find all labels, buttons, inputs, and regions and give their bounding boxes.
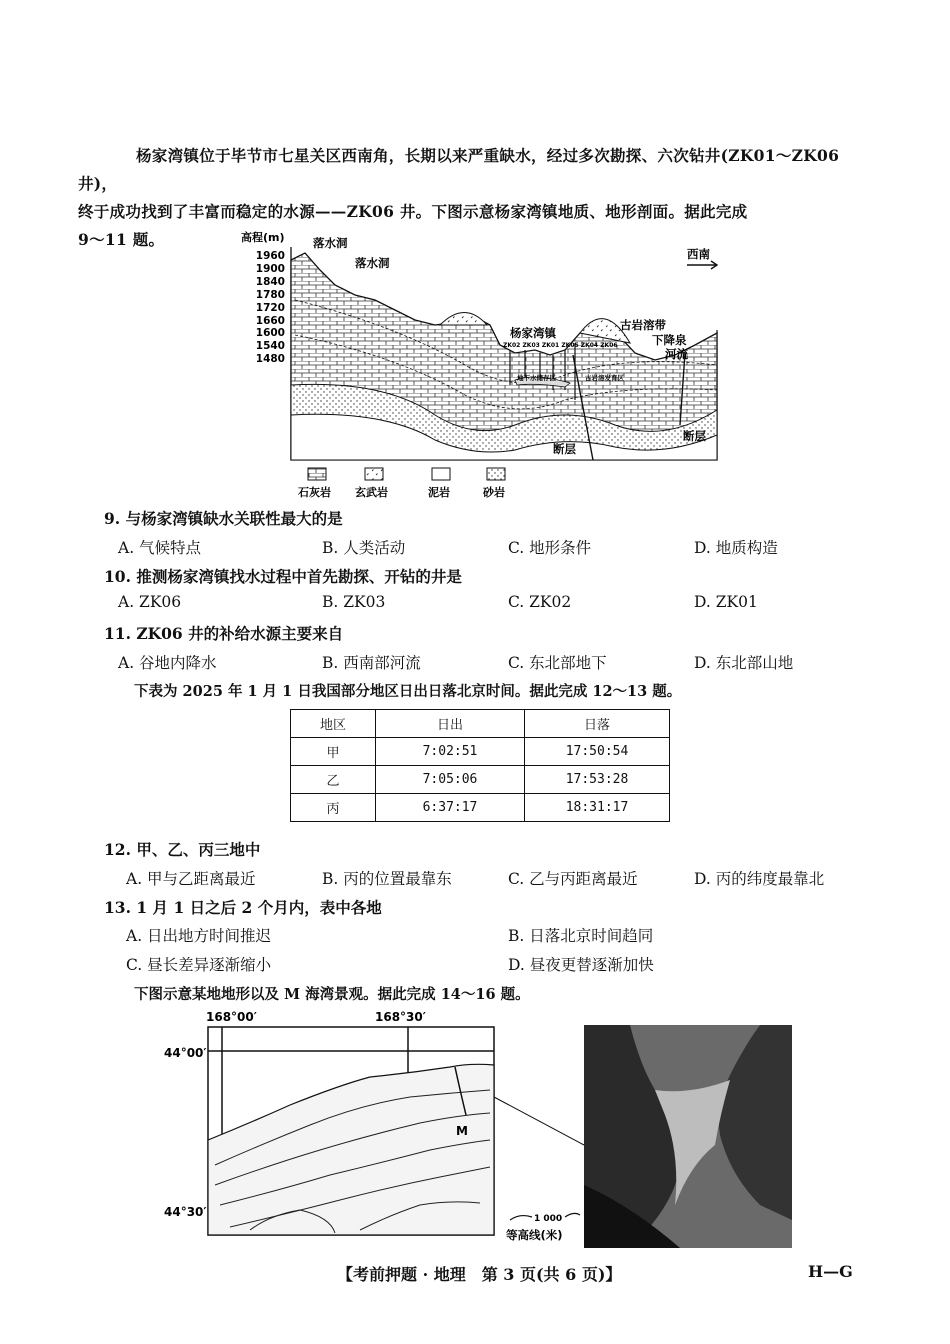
q10-option-c[interactable]: C. ZK02 bbox=[508, 593, 572, 611]
profile-yticks bbox=[256, 250, 285, 365]
table-header-sunset: 日落 bbox=[525, 710, 670, 738]
table-cell: 乙 bbox=[291, 766, 376, 794]
legend-limestone-icon bbox=[308, 468, 326, 480]
question-11-stem: 11. ZK06 井的补给水源主要来自 bbox=[104, 624, 344, 643]
lat-label-2: 44°30′ bbox=[164, 1205, 207, 1219]
q12-option-a[interactable]: A. 甲与乙距离最近 bbox=[126, 870, 256, 888]
legend-label: 玄武岩 bbox=[355, 486, 388, 499]
q11-option-d[interactable]: D. 东北部山地 bbox=[694, 654, 794, 672]
contour-legend-label: 等高线(米) bbox=[506, 1228, 563, 1242]
legend-label: 砂岩 bbox=[483, 486, 505, 499]
table-cell: 18:31:17 bbox=[525, 794, 670, 822]
q9-option-b[interactable]: B. 人类活动 bbox=[322, 539, 406, 557]
q11-option-c[interactable]: C. 东北部地下 bbox=[508, 654, 607, 672]
profile-legend bbox=[298, 468, 505, 499]
table-lead-text: 下表为 2025 年 1 月 1 日我国部分地区日出日落北京时间。据此完成 12～13 题。 bbox=[134, 683, 682, 700]
river-label: 河流 bbox=[665, 347, 688, 361]
table-cell: 丙 bbox=[291, 794, 376, 822]
table-cell: 甲 bbox=[291, 738, 376, 766]
question-13-stem: 13. 1 月 1 日之后 2 个月内，表中各地 bbox=[104, 898, 382, 917]
geologic-profile-figure bbox=[235, 225, 735, 505]
q13-option-b[interactable]: B. 日落北京时间趋同 bbox=[508, 927, 654, 945]
q13-option-d[interactable]: D. 昼夜更替逐渐加快 bbox=[508, 956, 654, 974]
q12-option-c[interactable]: C. 乙与丙距离最近 bbox=[508, 870, 638, 888]
spring-label: 下降泉 bbox=[652, 333, 687, 347]
fault-label-1: 断层 bbox=[553, 442, 576, 456]
q11-option-a[interactable]: A. 谷地内降水 bbox=[118, 654, 217, 672]
ytick-label: 1900 bbox=[255, 263, 285, 275]
q9-option-a[interactable]: A. 气候特点 bbox=[118, 539, 202, 557]
basalt-hill-1 bbox=[440, 313, 487, 326]
lat-label-1: 44°00′ bbox=[164, 1046, 207, 1060]
ytick-label: 1540 bbox=[255, 340, 285, 352]
map-lead-text: 下图示意某地地形以及 M 海湾景观。据此完成 14～16 题。 bbox=[134, 986, 530, 1003]
q9-option-d[interactable]: D. 地质构造 bbox=[694, 539, 778, 557]
sunrise-table bbox=[290, 709, 670, 822]
ytick-label: 1780 bbox=[255, 289, 285, 301]
paper-code: H—G bbox=[808, 1262, 853, 1281]
cave-label-2: 落水洞 bbox=[355, 256, 390, 270]
q10-option-a[interactable]: A. ZK06 bbox=[118, 593, 182, 611]
table-cell: 7:02:51 bbox=[376, 738, 525, 766]
q11-option-b[interactable]: B. 西南部河流 bbox=[322, 654, 421, 672]
aquifer-label-1: 地下水储存区 bbox=[517, 374, 556, 382]
question-12-stem: 12. 甲、乙、丙三地中 bbox=[104, 840, 261, 859]
fault-label-2: 断层 bbox=[683, 429, 706, 443]
lon-label-1: 168°00′ bbox=[206, 1010, 257, 1024]
legend-label: 石灰岩 bbox=[298, 486, 331, 499]
legend-label: 泥岩 bbox=[428, 486, 450, 499]
ytick-label: 1960 bbox=[255, 250, 285, 262]
topographic-map-figure bbox=[160, 1005, 800, 1250]
profile-yaxis-title: 高程(m) bbox=[241, 231, 285, 244]
well-labels: ZK02 ZK03 ZK01 ZK05 ZK04 ZK06 bbox=[503, 342, 618, 349]
table-header-row bbox=[291, 710, 670, 738]
q12-option-d[interactable]: D. 丙的纬度最靠北 bbox=[694, 870, 825, 888]
table-row bbox=[291, 794, 670, 822]
town-label: 杨家湾镇 bbox=[510, 326, 556, 340]
aquifer-label-2: 古岩溶发育区 bbox=[585, 374, 624, 382]
intro-line-2: 终于成功找到了丰富而稳定的水源——ZK06 井。下图示意杨家湾镇地质、地形剖面。据此完成 bbox=[78, 202, 748, 221]
question-10-stem: 10. 推测杨家湾镇找水过程中首先勘探、开钻的井是 bbox=[104, 567, 462, 586]
contour-legend-icon bbox=[510, 1216, 532, 1220]
legend-sandstone-icon bbox=[487, 468, 505, 480]
q13-option-c[interactable]: C. 昼长差异逐渐缩小 bbox=[126, 956, 272, 974]
q12-option-b[interactable]: B. 丙的位置最靠东 bbox=[322, 870, 452, 888]
table-cell: 7:05:06 bbox=[376, 766, 525, 794]
page-footer: 【考前押题 · 地理 第 3 页(共 6 页)】 bbox=[337, 1265, 622, 1284]
ytick-label: 1600 bbox=[255, 327, 285, 339]
point-m-label: M bbox=[456, 1124, 468, 1138]
contour-legend-icon bbox=[565, 1213, 580, 1217]
ytick-label: 1660 bbox=[255, 315, 285, 327]
table-cell: 17:53:28 bbox=[525, 766, 670, 794]
callout-line bbox=[494, 1097, 584, 1145]
direction-arrow-icon bbox=[687, 261, 717, 269]
karst-label: 古岩溶带 bbox=[620, 318, 666, 332]
q13-option-a[interactable]: A. 日出地方时间推迟 bbox=[126, 927, 272, 945]
lon-label-2: 168°30′ bbox=[375, 1010, 426, 1024]
question-9-stem: 9. 与杨家湾镇缺水关联性最大的是 bbox=[104, 509, 343, 528]
table-cell: 17:50:54 bbox=[525, 738, 670, 766]
q9-option-c[interactable]: C. 地形条件 bbox=[508, 539, 592, 557]
cave-label-1: 落水洞 bbox=[313, 236, 348, 250]
direction-label: 西南 bbox=[687, 247, 710, 261]
ytick-label: 1480 bbox=[255, 353, 285, 365]
ytick-label: 1840 bbox=[255, 276, 285, 288]
legend-mudstone-icon bbox=[432, 468, 450, 480]
legend-basalt-icon bbox=[365, 468, 383, 480]
q10-option-b[interactable]: B. ZK03 bbox=[322, 593, 386, 611]
intro-line-3: 9～11 题。 bbox=[78, 230, 165, 249]
table-row bbox=[291, 766, 670, 794]
q10-option-d[interactable]: D. ZK01 bbox=[694, 593, 758, 611]
table-header-sunrise: 日出 bbox=[376, 710, 525, 738]
table-cell: 6:37:17 bbox=[376, 794, 525, 822]
table-row bbox=[291, 738, 670, 766]
intro-line-1: 杨家湾镇位于毕节市七星关区西南角，长期以来严重缺水，经过多次勘探、六次钻井(ZK01～ZK06 井)， bbox=[78, 146, 840, 193]
ytick-label: 1720 bbox=[255, 302, 285, 314]
table-header-region: 地区 bbox=[291, 710, 376, 738]
contour-value: 1 000 bbox=[534, 1214, 563, 1224]
